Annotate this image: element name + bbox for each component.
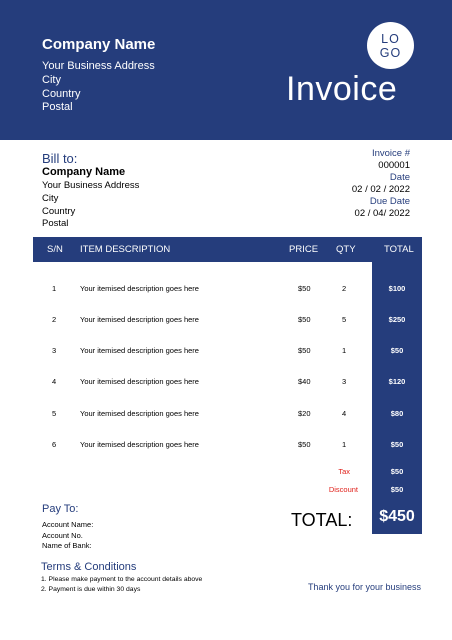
company-country: Country [42,88,81,100]
row-sn: 6 [52,440,57,449]
term-item: 1. Please make payment to the account details above [41,576,203,583]
row-description: Your itemised description goes here [80,346,199,355]
row-sn: 5 [52,409,57,418]
due-date-value: 02 / 04/ 2022 [354,208,410,219]
company-name: Company Name [42,36,156,53]
row-total: $80 [390,409,404,418]
row-total: $50 [390,346,404,355]
row-description: Your itemised description goes here [80,284,199,293]
row-sn: 3 [52,346,57,355]
row-total: $100 [388,284,406,293]
row-price: $50 [298,440,311,449]
table-row [0,377,452,389]
term-item: 2. Payment is due within 30 days [41,586,141,593]
tax-value: $50 [390,467,404,476]
table-row [0,440,452,452]
table-row [0,409,452,421]
row-price: $50 [298,315,311,324]
row-qty: 2 [342,284,347,293]
account-name: Account Name: [42,520,94,529]
due-date-label: Due Date [369,196,410,207]
bill-to-country: Country [42,206,76,217]
row-description: Your itemised description goes here [80,409,199,418]
account-number: Account No. [42,531,83,540]
table-row [0,315,452,327]
row-description: Your itemised description goes here [80,315,199,324]
row-qty: 3 [342,377,347,386]
invoice-number: 000001 [378,160,410,171]
date-label: Date [389,172,410,183]
bill-to-company: Company Name [42,166,126,178]
terms-title: Terms & Conditions [41,561,137,573]
col-sn: S/N [47,244,63,255]
bank-name: Name of Bank: [42,541,92,550]
logo-placeholder [367,22,414,69]
bill-to-postal: Postal [42,218,69,229]
col-qty: QTY [336,244,356,255]
row-sn: 1 [52,284,57,293]
date-value: 02 / 02 / 2022 [351,184,410,195]
row-price: $20 [298,409,311,418]
table-header [33,237,422,262]
row-price: $40 [298,377,311,386]
row-total: $120 [388,377,406,386]
discount-value: $50 [390,485,404,494]
logo-line-1: LO [381,31,400,46]
row-description: Your itemised description goes here [80,377,199,386]
row-sn: 2 [52,315,57,324]
table-row [0,284,452,296]
row-qty: 5 [342,315,347,324]
company-address: Your Business Address [42,60,155,72]
row-sn: 4 [52,377,57,386]
bill-to-label: Bill to: [42,151,78,166]
col-price: PRICE [289,244,319,255]
company-city: City [42,74,61,86]
invoice-header [0,0,452,140]
row-price: $50 [298,346,311,355]
row-total: $50 [390,440,404,449]
discount-label: Discount [328,485,358,494]
col-description: ITEM DESCRIPTION [80,244,171,255]
grand-total-value: $450 [379,508,415,525]
pay-to-title: Pay To: [42,503,79,515]
bill-to-address: Your Business Address [42,180,140,191]
invoice-number-label: Invoice # [371,148,410,159]
table-row [0,346,452,358]
row-price: $50 [298,284,311,293]
col-total: TOTAL [384,244,414,255]
invoice-title: Invoice [286,70,398,108]
row-qty: 4 [342,409,347,418]
row-qty: 1 [342,440,347,449]
tax-label: Tax [338,467,350,476]
grand-total-label: TOTAL: [291,510,353,530]
logo-line-2: GO [379,45,402,60]
row-total: $250 [388,315,406,324]
thank-you-note: Thank you for your business [307,582,421,592]
bill-to-city: City [42,193,59,204]
company-postal: Postal [42,101,73,113]
row-qty: 1 [342,346,347,355]
row-description: Your itemised description goes here [80,440,199,449]
